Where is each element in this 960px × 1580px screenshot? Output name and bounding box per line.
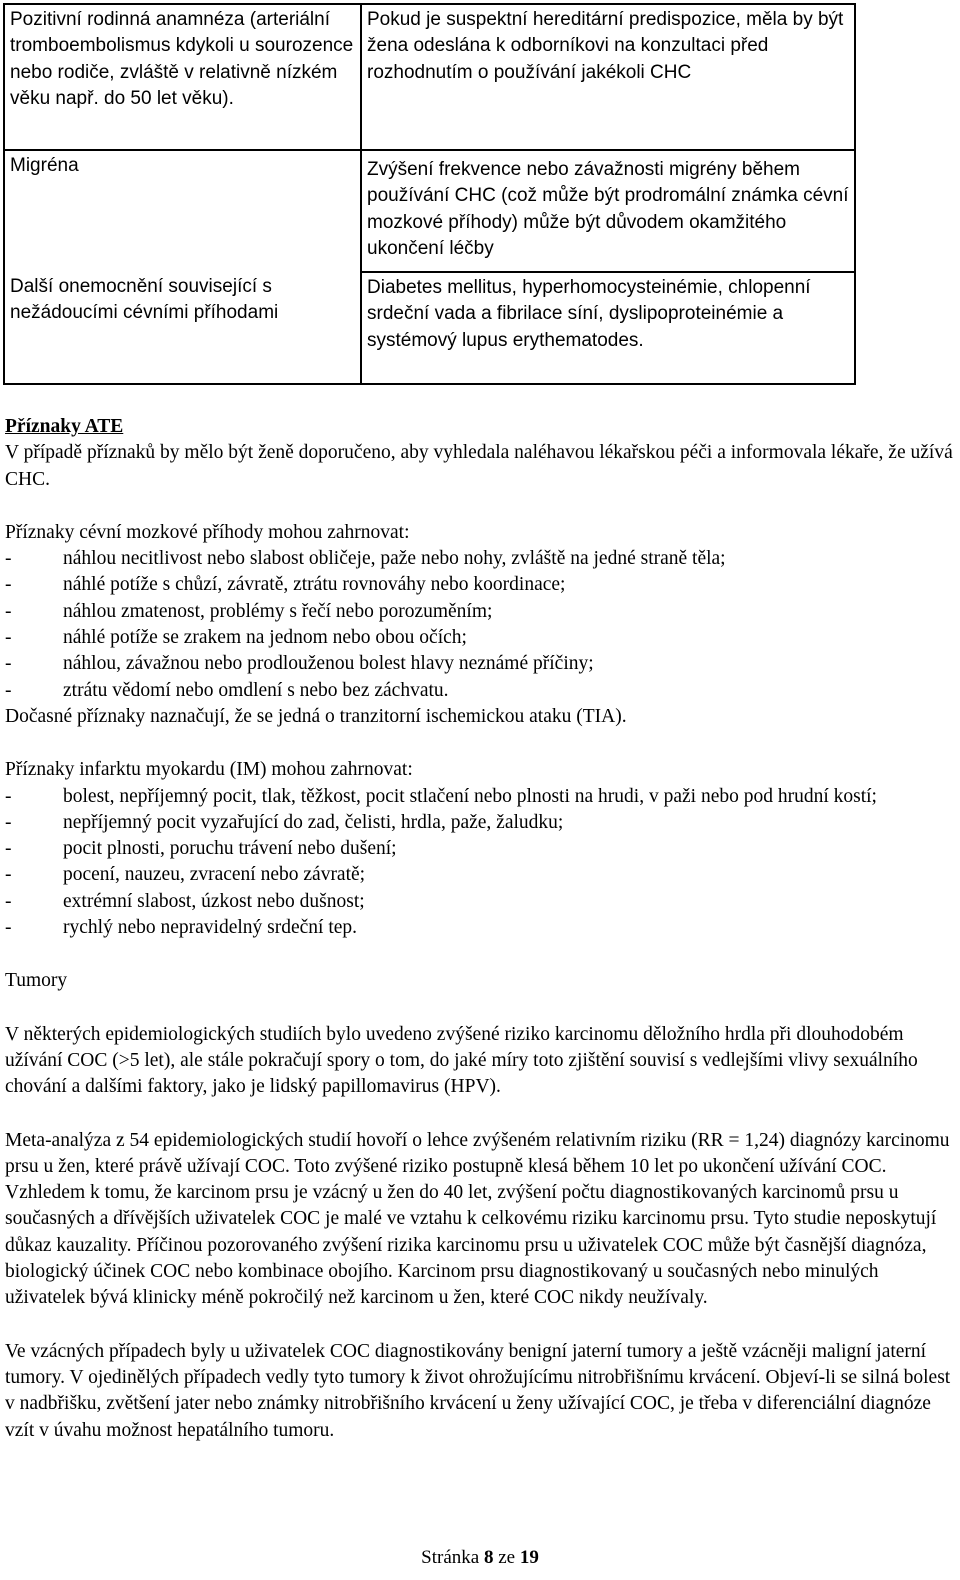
tumors-paragraph-cervical: V některých epidemiologických studiích bylo uvedeno zvýšené riziko karcinomu děložního hrdla při dlouhodobém užívání COC (>5 let), ale stále pokračují spory o tom, do jaké míry toto zjištění souvisí s vedlejšími vlivy sexuálního chování a dalšími faktory, jako je lidský papillomavirus (HPV). (5, 1023, 918, 1098)
list-item: - pocení, nauzeu, zvracení nebo závratě; (5, 862, 955, 888)
table-cell-factor: Pozitivní rodinná anamnéza (arteriální tromboembolismus kdykoli u sourozence nebo rodiče, zvláště v relativně nízkém věku např. do 50 let věku). (4, 4, 361, 150)
page-of-label: ze (498, 1547, 516, 1568)
list-item: - náhlou zmatenost, problémy s řečí nebo porozuměním; (5, 599, 955, 625)
tumors-paragraph-breast: Meta-analýza z 54 epidemiologických studií hovoří o lehce zvýšeném relativním riziku (RR = 1,24) diagnózy karcinomu prsu u žen, které právě užívají COC. Toto zvýšené riziko postupně klesá během 10 let po ukončení užívání COC. Vzhledem k tomu, že karcinom prsu je vzácný u žen do 40 let, zvýšení počtu diagnostikovaných karcinomů prsu u současných a dřívějších uživatelek COC je malé ve vztahu k celkovému riziku karcinomu prsu. Tyto studie neposkytují důkaz kauzality. Příčinou pozorovaného zvýšení rizika karcinomu prsu u uživatelek COC může být časnější diagnóza, biologický účinek COC nebo kombinace obojího. Karcinom prsu diagnostikovaný u současných nebo minulých uživatelek bývá klinicky méně pokročilý než karcinom u žen, které COC nikdy neužívaly. (5, 1129, 950, 1309)
list-item: - ztrátu vědomí nebo omdlení s nebo bez záchvatu. (5, 678, 955, 704)
table-cell-comment: Zvýšení frekvence nebo závažnosti migrény během používání CHC (což může být prodromální známka cévní mozkové příhody) může být důvodem okamžitého ukončení léčby (361, 150, 855, 272)
table-cell-factor: Migréna (4, 150, 361, 272)
list-item: - bolest, nepříjemný pocit, tlak, těžkost, pocit stlačení nebo plnosti na hrudi, v paži nebo pod hrudní kostí; (5, 784, 955, 810)
table-row (4, 272, 855, 384)
stroke-intro: Příznaky cévní mozkové příhody mohou zahrnovat: (5, 521, 410, 543)
table-cell-comment: Pokud je suspektní hereditární predispozice, měla by být žena odeslána k odborníkovi na konzultaci před rozhodnutím o používání jakékoli CHC (361, 4, 855, 150)
tumors-paragraph-liver: Ve vzácných případech byly u uživatelek COC diagnostikovány benigní jaterní tumory a ještě vzácněji maligní jaterní tumory. V ojedinělých případech vedly tyto tumory k život ohrožujícímu nitrobřišnímu krvácení. Objeví-li se silná bolest v nadbřišku, zvětšení jater nebo známky nitrobřišního krvácení u ženy užívající COC, je třeba v diferenciální diagnóze vzít v úvahu možnost hepatálního tumoru. (5, 1340, 951, 1441)
risk-table (3, 3, 856, 385)
table-row (4, 4, 855, 150)
ate-intro: V případě příznaků by mělo být ženě doporučeno, aby vyhledala naléhavou lékařskou péči a informovala lékaře, že užívá CHC. (5, 442, 953, 490)
list-item: - rychlý nebo nepravidelný srdeční tep. (5, 915, 955, 941)
list-item: - extrémní slabost, úzkost nebo dušnost; (5, 889, 955, 915)
table-cell-comment: Diabetes mellitus, hyperhomocysteinémie, chlopenní srdeční vada a fibrilace síní, dyslipoproteinémie a systémový lupus erythematodes. (361, 272, 855, 384)
list-item: - náhlé potíže s chůzí, závratě, ztrátu rovnováhy nebo koordinace; (5, 572, 955, 598)
list-item: - náhlou necitlivost nebo slabost obličeje, paže nebo nohy, zvláště na jedné straně těla; (5, 546, 955, 572)
list-item: - nepříjemný pocit vyzařující do zad, čelisti, hrdla, paže, žaludku; (5, 810, 955, 836)
section-heading-tumors: Tumory (5, 970, 68, 992)
stroke-outro: Dočasné příznaky naznačují, že se jedná o tranzitorní ischemickou ataku (TIA). (5, 705, 627, 727)
table-row (4, 150, 855, 272)
list-item: - pocit plnosti, poruchu trávení nebo dušení; (5, 836, 955, 862)
page-label: Stránka (421, 1547, 480, 1568)
list-item: - náhlou, závažnou nebo prodlouženou bolest hlavy neznámé příčiny; (5, 651, 955, 677)
list-item: - náhlé potíže se zrakem na jednom nebo obou očích; (5, 625, 955, 651)
table-cell-factor: Další onemocnění související s nežádoucími cévními příhodami (4, 272, 361, 384)
risk-factors-table (3, 3, 856, 385)
document-body (5, 414, 955, 1444)
mi-intro: Příznaky infarktu myokardu (IM) mohou zahrnovat: (5, 759, 413, 781)
section-heading-ate: Příznaky ATE (5, 416, 124, 437)
page-number: 8 (483, 1547, 494, 1568)
stroke-symptom-list (5, 546, 955, 704)
page-total: 19 (519, 1547, 539, 1568)
mi-symptom-list (5, 784, 955, 942)
page-footer (0, 1545, 960, 1571)
